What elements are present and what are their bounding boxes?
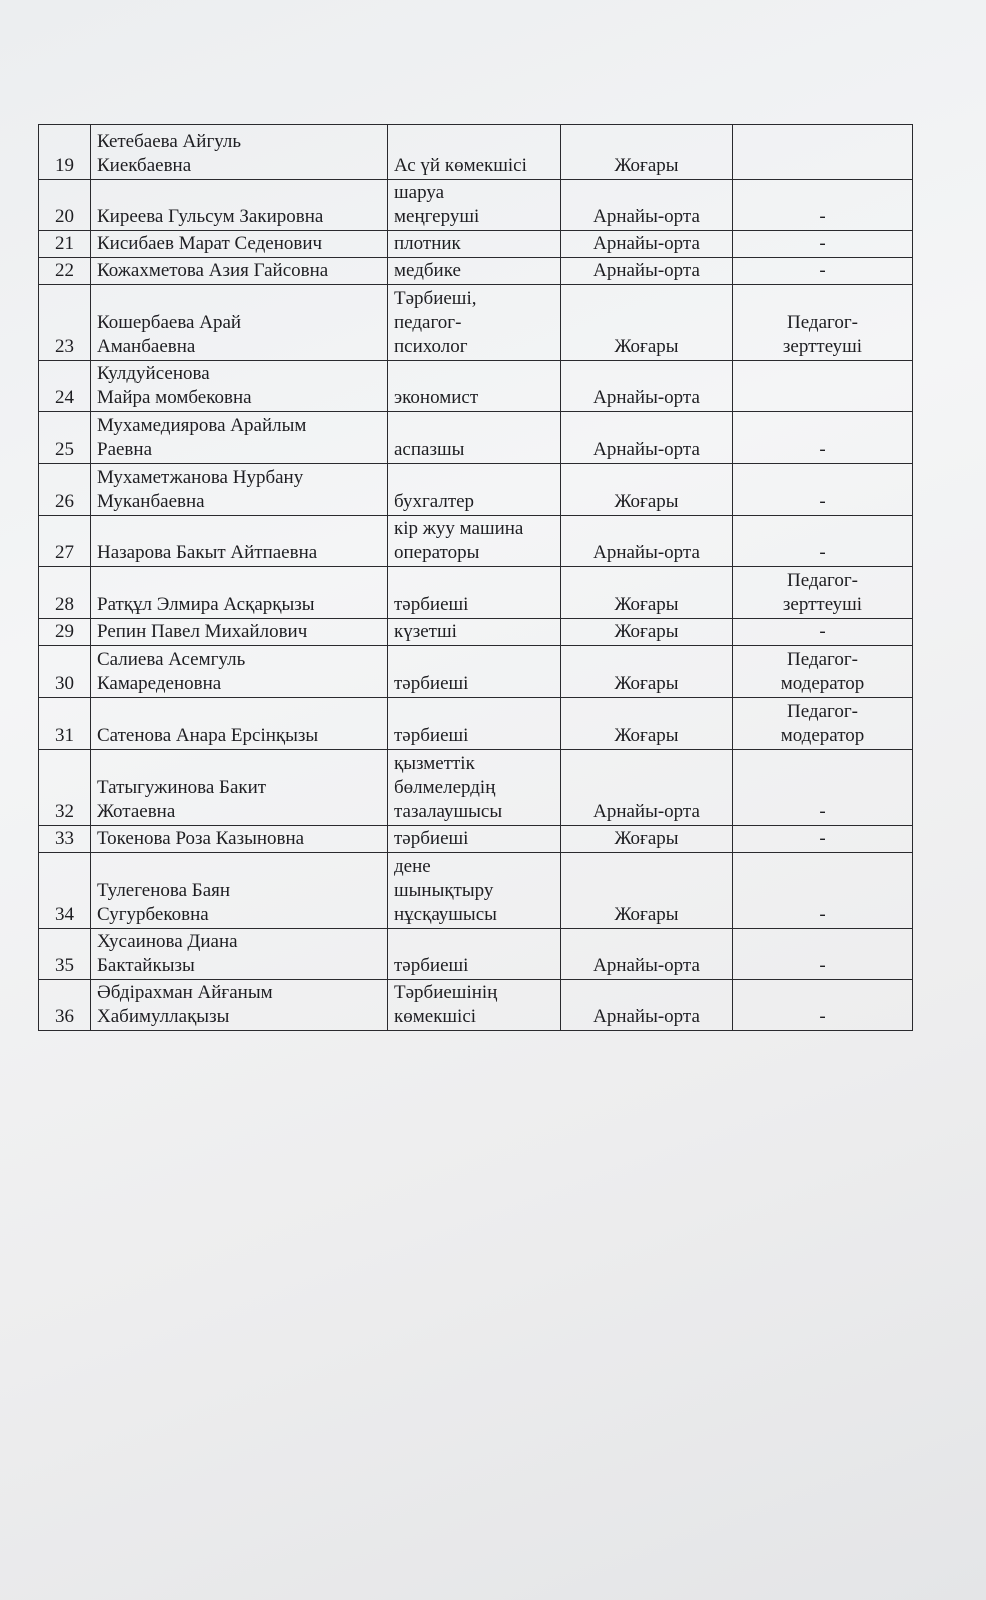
employee-name-line: Хабимуллақызы — [97, 1006, 230, 1027]
row-number: 21 — [39, 231, 91, 258]
employee-position-line: операторы — [394, 542, 480, 563]
employee-position — [388, 464, 561, 516]
employee-position-line: кір жуу машина — [394, 518, 524, 539]
qualification-category-line: Педагог- — [787, 701, 858, 722]
qualification-category-line: Педагог- — [787, 570, 858, 591]
row-number: 30 — [39, 646, 91, 698]
qualification-category-line: - — [819, 828, 826, 849]
education-level: Жоғары — [561, 285, 733, 361]
qualification-category — [733, 361, 913, 412]
employee-name-line: Бактайкызы — [97, 955, 195, 976]
row-number: 27 — [39, 516, 91, 567]
table-row — [39, 929, 913, 980]
row-number: 29 — [39, 619, 91, 646]
education-level: Арнайы-орта — [561, 231, 733, 258]
qualification-category-line: зерттеуші — [782, 594, 863, 615]
table-row — [39, 412, 913, 464]
qualification-category-line: - — [819, 260, 826, 281]
employee-position — [388, 516, 561, 567]
employee-name — [91, 853, 388, 929]
table-row — [39, 698, 913, 750]
table-row — [39, 619, 913, 646]
row-number: 20 — [39, 180, 91, 231]
row-number: 25 — [39, 412, 91, 464]
employee-name-line: Ратқұл Элмира Асқарқызы — [97, 594, 315, 615]
table-row — [39, 567, 913, 619]
qualification-category-line: - — [819, 233, 826, 254]
employee-name-line: Киреева Гульсум Закировна — [97, 206, 324, 227]
employee-name-line: Салиева Асемгуль — [97, 649, 246, 670]
education-level: Арнайы-орта — [561, 180, 733, 231]
table-row — [39, 853, 913, 929]
qualification-category-line: модератор — [780, 725, 865, 746]
employee-position — [388, 180, 561, 231]
row-number: 33 — [39, 826, 91, 853]
row-number: 34 — [39, 853, 91, 929]
employee-position-line: тәрбиеші — [394, 594, 469, 615]
employee-name — [91, 646, 388, 698]
education-level: Жоғары — [561, 619, 733, 646]
employee-name — [91, 412, 388, 464]
employee-name — [91, 826, 388, 853]
employee-position-line: нұсқаушысы — [394, 904, 497, 925]
employee-position-line: шынықтыру — [394, 880, 494, 901]
qualification-category — [733, 125, 913, 180]
row-number: 24 — [39, 361, 91, 412]
table-row — [39, 125, 913, 180]
employee-name — [91, 361, 388, 412]
table-row — [39, 464, 913, 516]
qualification-category — [733, 750, 913, 826]
employee-name-line: Кетебаева Айгуль — [97, 131, 242, 152]
education-level: Жоғары — [561, 853, 733, 929]
row-number: 32 — [39, 750, 91, 826]
education-level: Жоғары — [561, 464, 733, 516]
education-level: Жоғары — [561, 826, 733, 853]
qualification-category — [733, 180, 913, 231]
table-row — [39, 180, 913, 231]
employee-position-line: меңгеруші — [394, 206, 480, 227]
qualification-category-line: модератор — [780, 673, 865, 694]
row-number: 36 — [39, 980, 91, 1031]
qualification-category-line: - — [819, 1006, 826, 1027]
qualification-category-line: - — [819, 542, 826, 563]
employee-position — [388, 980, 561, 1031]
row-number: 35 — [39, 929, 91, 980]
employee-position — [388, 750, 561, 826]
employee-name — [91, 285, 388, 361]
employee-name-line: Муканбаевна — [97, 491, 205, 512]
employee-position — [388, 698, 561, 750]
employee-name-line: Мухамедиярова Арайлым — [97, 415, 307, 436]
employee-name-line: Раевна — [97, 439, 153, 460]
employee-name-line: Татыгужинова Бакит — [97, 777, 267, 798]
employee-name-line: Сатенова Анара Ерсінқызы — [97, 725, 319, 746]
employee-position-line: аспазшы — [394, 439, 465, 460]
employee-name — [91, 464, 388, 516]
qualification-category-line: - — [819, 621, 826, 642]
qualification-category-line: - — [819, 439, 826, 460]
education-level: Арнайы-орта — [561, 516, 733, 567]
employee-position — [388, 826, 561, 853]
employee-position — [388, 125, 561, 180]
table-row — [39, 516, 913, 567]
qualification-category-line: Педагог- — [787, 312, 858, 333]
table-row — [39, 646, 913, 698]
employee-position-line: экономист — [394, 387, 479, 408]
qualification-category — [733, 464, 913, 516]
table-row — [39, 826, 913, 853]
employee-position — [388, 231, 561, 258]
qualification-category — [733, 646, 913, 698]
row-number: 19 — [39, 125, 91, 180]
table-row — [39, 361, 913, 412]
row-number: 22 — [39, 258, 91, 285]
employee-name — [91, 698, 388, 750]
employee-position-line: қызметтік — [394, 753, 475, 774]
qualification-category — [733, 258, 913, 285]
employee-name-line: Киекбаевна — [97, 155, 192, 176]
employee-name — [91, 516, 388, 567]
qualification-category — [733, 516, 913, 567]
qualification-category-line: Педагог- — [787, 649, 858, 670]
qualification-category-line: - — [819, 206, 826, 227]
employee-position — [388, 361, 561, 412]
table-row — [39, 231, 913, 258]
employee-name-line: Аманбаевна — [97, 336, 196, 357]
employee-position — [388, 929, 561, 980]
employee-name — [91, 180, 388, 231]
education-level: Жоғары — [561, 646, 733, 698]
qualification-category — [733, 698, 913, 750]
employee-position — [388, 412, 561, 464]
staff-table-body — [39, 125, 913, 1031]
employee-name — [91, 980, 388, 1031]
education-level: Арнайы-орта — [561, 750, 733, 826]
employee-position — [388, 567, 561, 619]
qualification-category — [733, 980, 913, 1031]
employee-name-line: Сугурбековна — [97, 904, 209, 925]
education-level: Арнайы-орта — [561, 980, 733, 1031]
employee-position-line: шаруа — [394, 182, 444, 203]
employee-position-line: көмекшісі — [394, 1006, 477, 1027]
employee-position — [388, 853, 561, 929]
table-row — [39, 750, 913, 826]
qualification-category — [733, 285, 913, 361]
employee-position-line: бөлмелердің — [394, 777, 496, 798]
qualification-category-line: - — [819, 801, 826, 822]
employee-name-line: Камареденовна — [97, 673, 222, 694]
qualification-category — [733, 231, 913, 258]
employee-name — [91, 929, 388, 980]
employee-name-line: Майра момбековна — [97, 387, 252, 408]
education-level: Арнайы-орта — [561, 361, 733, 412]
qualification-category — [733, 929, 913, 980]
employee-name-line: Кожахметова Азия Гайсовна — [97, 260, 329, 281]
employee-position-line: тәрбиеші — [394, 725, 469, 746]
employee-name-line: Тулегенова Баян — [97, 880, 231, 901]
education-level: Жоғары — [561, 698, 733, 750]
education-level: Жоғары — [561, 125, 733, 180]
qualification-category-line: - — [819, 904, 826, 925]
employee-position-line: тәрбиеші — [394, 673, 469, 694]
qualification-category — [733, 853, 913, 929]
employee-position-line: күзетші — [394, 621, 457, 642]
employee-name-line: Мухаметжанова Нурбану — [97, 467, 304, 488]
employee-name-line: Репин Павел Михайлович — [97, 621, 308, 642]
qualification-category-line: - — [819, 955, 826, 976]
employee-name — [91, 258, 388, 285]
employee-position-line: Тәрбиеші, — [394, 288, 477, 309]
education-level: Арнайы-орта — [561, 412, 733, 464]
row-number: 28 — [39, 567, 91, 619]
employee-name — [91, 567, 388, 619]
row-number: 31 — [39, 698, 91, 750]
employee-position-line: педагог- — [394, 312, 462, 333]
qualification-category — [733, 567, 913, 619]
row-number: 26 — [39, 464, 91, 516]
employee-name-line: Жотаевна — [97, 801, 176, 822]
qualification-category — [733, 412, 913, 464]
employee-position-line: тәрбиеші — [394, 828, 469, 849]
employee-name — [91, 125, 388, 180]
employee-position-line: бухгалтер — [394, 491, 475, 512]
qualification-category — [733, 826, 913, 853]
employee-name-line: Кисибаев Марат Седенович — [97, 233, 323, 254]
qualification-category — [733, 619, 913, 646]
employee-name-line: Кулдуйсенова — [97, 363, 210, 384]
table-row — [39, 285, 913, 361]
employee-position-line: Ас үй көмекшісі — [394, 155, 527, 176]
staff-table — [38, 124, 913, 1031]
employee-position — [388, 285, 561, 361]
qualification-category-line: зерттеуші — [782, 336, 863, 357]
employee-position-line: тазалаушысы — [394, 801, 503, 822]
employee-position — [388, 258, 561, 285]
education-level: Жоғары — [561, 567, 733, 619]
employee-position-line: Тәрбиешінің — [394, 982, 498, 1003]
employee-position-line: тәрбиеші — [394, 955, 469, 976]
employee-name-line: Әбдірахман Айғаным — [97, 982, 273, 1003]
employee-name — [91, 619, 388, 646]
employee-position-line: медбике — [394, 260, 461, 281]
qualification-category-line: - — [819, 491, 826, 512]
employee-position-line: дене — [394, 856, 431, 877]
employee-name-line: Токенова Роза Казыновна — [97, 828, 305, 849]
education-level: Арнайы-орта — [561, 929, 733, 980]
employee-name-line: Хусаинова Диана — [97, 931, 238, 952]
employee-name-line: Назарова Бакыт Айтпаевна — [97, 542, 318, 563]
employee-name-line: Кошербаева Арай — [97, 312, 242, 333]
education-level: Арнайы-орта — [561, 258, 733, 285]
employee-position-line: плотник — [394, 233, 461, 254]
table-row — [39, 258, 913, 285]
employee-position — [388, 646, 561, 698]
employee-position — [388, 619, 561, 646]
employee-name — [91, 231, 388, 258]
table-row — [39, 980, 913, 1031]
row-number: 23 — [39, 285, 91, 361]
employee-position-line: психолог — [394, 336, 468, 357]
employee-name — [91, 750, 388, 826]
